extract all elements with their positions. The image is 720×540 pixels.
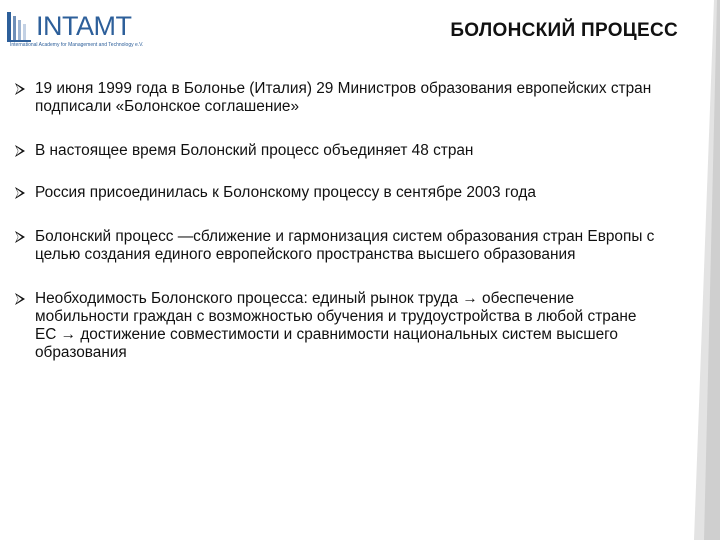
bullet-text: 19 июня 1999 года в Болонье (Италия) 29 Министров образования европейских стран подписали «Болонское соглашение» [35, 80, 652, 115]
logo [6, 10, 176, 48]
arrow-bullet-icon [14, 292, 26, 306]
bullet-list [14, 80, 662, 386]
list-item [14, 290, 662, 362]
bullet-text: Болонский процесс —сближение и гармонизация систем образования стран Европы с целью создания единого европейского пространства высшего образования [35, 228, 655, 263]
bullet-text: В настоящее время Болонский процесс объединяет 48 стран [35, 142, 474, 159]
logo-building-icon [6, 10, 36, 44]
logo-wordmark: INTAMT [36, 11, 132, 41]
bullet-text: Россия присоединилась к Болонскому процессу в сентябре 2003 года [35, 184, 536, 201]
bullet-text: Необходимость Болонского процесса: единый рынок труда → обеспечение мобильности граждан с возможностью обучения и трудоустройства в любой стране ЕС → достижение совместимости и сравнимости национальных систем высшего образования [35, 290, 637, 361]
arrow-bullet-icon [14, 230, 26, 244]
arrow-bullet-icon [14, 144, 26, 158]
arrow-bullet-icon [14, 82, 26, 96]
arrow-bullet-icon [14, 186, 26, 200]
page-title: БОЛОНСКИЙ ПРОЦЕСС [450, 20, 678, 41]
list-item [14, 142, 662, 160]
list-item [14, 80, 662, 116]
logo-tagline: International Academy for Management and Technology e.V. [10, 42, 144, 48]
page-edge-shadow [674, 0, 720, 540]
list-item [14, 228, 662, 264]
list-item [14, 184, 662, 202]
